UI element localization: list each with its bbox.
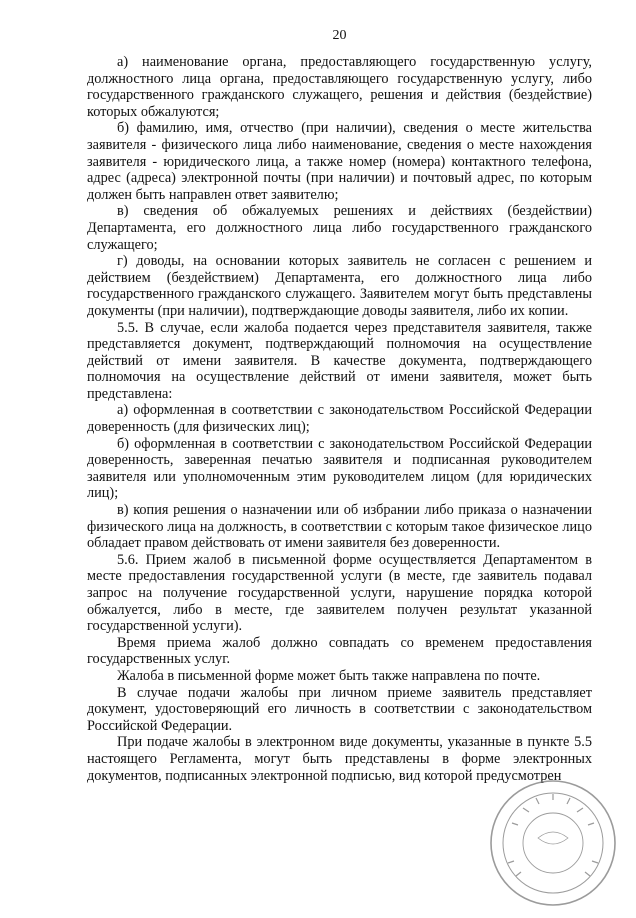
paragraph-item-b: б) фамилию, имя, отчество (при наличии), сведения о месте жительства заявителя - физического лица либо наименование, сведения о месте нахождения заявителя - юридического лица, а также номер (номера) контактного телефона, адрес (адреса) электронной почты (при наличии) и почтовый адрес, по которым должен быть направлен ответ заявителю; <box>87 120 592 203</box>
paragraph-5-5: 5.5. В случае, если жалоба подается через представителя заявителя, также представляется документ, подтверждающий полномочия на осуществление действий от имени заявителя. В качестве документа, подтверждающего полномочия на осуществление действий от имени заявителя, может быть представлена: <box>87 319 592 402</box>
paragraph-mail: Жалоба в письменной форме может быть также направлена по почте. <box>117 667 541 684</box>
paragraph-item-v: в) сведения об обжалуемых решениях и действиях (бездействии) Департамента, его должностного лица либо государственного гражданского служащего; <box>87 203 592 253</box>
paragraph-5-5-a: а) оформленная в соответствии с законодательством Российской Федерации доверенность (для физических лиц); <box>87 402 592 436</box>
paragraph-5-5-v: в) копия решения о назначении или об избрании либо приказа о назначении физического лица на должность, в соответствии с которым такое физическое лицо обладает правом действовать от имени заявителя без доверенности. <box>87 502 592 552</box>
paragraph-personal-reception: В случае подачи жалобы при личном приеме заявитель представляет документ, удостоверяющий его личность в соответствии с законодательством Российской Федерации. <box>87 684 592 734</box>
paragraph-electronic-submission: При подаче жалобы в электронном виде документы, указанные в пункте 5.5 настоящего Регламента, могут быть представлены в форме электронных документов, подписанных электронной подписью, вид которой предусмотрен <box>87 734 592 784</box>
paragraph-reception-time: Время приема жалоб должно совпадать со временем предоставления государственных услуг. <box>87 634 592 668</box>
official-stamp-icon <box>478 768 628 918</box>
paragraph-item-g: г) доводы, на основании которых заявитель не согласен с решением и действием (бездействием) Департамента, его должностного лица либо государственного гражданского служащего. Заявителем могут быть представлены документы (при наличии), подтверждающие доводы заявителя, либо их копии. <box>87 253 592 319</box>
paragraph-5-6: 5.6. Прием жалоб в письменной форме осуществляется Департаментом в месте предоставления государственной услуги (в месте, где заявитель подавал запрос на получение государственной услуги, нарушение порядка которой обжалуется, либо в месте, где заявителем получен результат указанной государственной услуги). <box>87 551 592 635</box>
page-number: 20 <box>332 28 347 43</box>
paragraph-item-a: а) наименование органа, предоставляющего государственную услугу, должностного лица органа, предоставляющего государственную услугу, либо государственного гражданского служащего, решения и действия (бездействие) которых обжалуются; <box>87 54 592 120</box>
paragraph-5-5-b: б) оформленная в соответствии с законодательством Российской Федерации доверенность, заверенная печатью заявителя и подписанная руководителем заявителя или уполномоченным этим руководителем лицом (для юридических лиц); <box>87 435 592 502</box>
